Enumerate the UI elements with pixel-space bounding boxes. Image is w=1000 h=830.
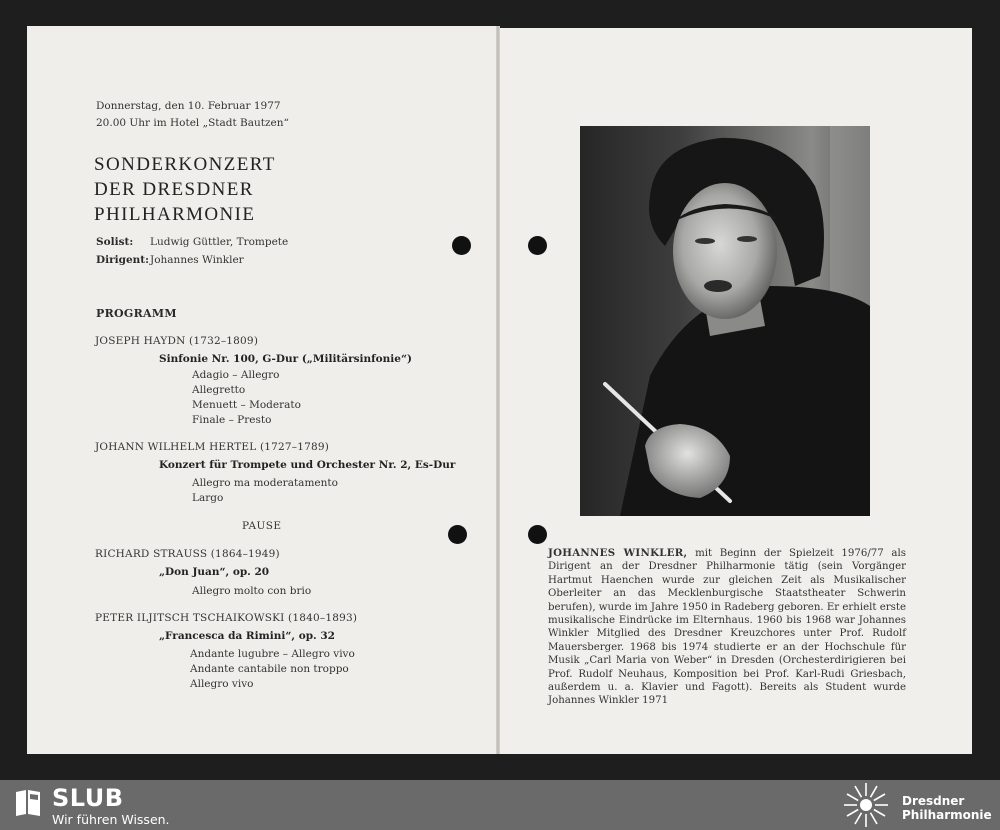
- punch-hole: [528, 236, 547, 255]
- footer-bar: [0, 780, 1000, 830]
- work-title: Konzert für Trompete und Orchester Nr. 2, Es-Dur: [159, 459, 456, 471]
- conductor-portrait-photo: [580, 126, 870, 516]
- movement: Allegro vivo: [190, 678, 254, 690]
- punch-hole: [528, 525, 547, 544]
- dresdner-philharmonie-sun-icon: [838, 780, 894, 830]
- concert-time-venue: 20.00 Uhr im Hotel „Stadt Bautzen“: [96, 117, 289, 129]
- composer-name: JOSEPH HAYDN (1732–1809): [95, 335, 259, 347]
- page-title-line-1: SONDERKONZERT: [94, 154, 276, 175]
- movement: Menuett – Moderato: [192, 399, 301, 411]
- dresdner-philharmonie-name[interactable]: [902, 794, 992, 822]
- slub-tagline: Wir führen Wissen.: [52, 812, 170, 827]
- punch-hole: [448, 525, 467, 544]
- movement: Allegretto: [192, 384, 246, 396]
- page-fold: [496, 26, 500, 754]
- work-title: „Francesca da Rimini“, op. 32: [159, 630, 335, 642]
- punch-hole: [452, 236, 471, 255]
- biography-text: mit Beginn der Spielzeit 1976/77 als Dirigent an der Dresdner Philharmonie tätig (sein Vorgänger Hartmut Haenchen wurde zur gleichen Zeit als Musikalischer Oberleiter an das Mecklenburgische Staatstheater Schwerin berufen), wurde im Jahre 1950 in Radeberg geboren. Er erhielt erste musikalische Eindrücke im Elternhaus. 1960 bis 1968 war Johannes Winkler Mitglied des Dresdner Kreuzchores unter Prof. Rudolf Mauersberger. 1968 bis 1974 studierte er an der Hochschule für Musik „Carl Maria von Weber“ in Dresden (Orchesterdirigieren bei Prof. Rudolf Neuhaus, Komposition bei Prof. Karl-Rudi Griesbach, außerdem u. a. Klavier und Fagott). Bereits als Student wurde Johannes Winkler 1971: [548, 548, 906, 707]
- composer-name: RICHARD STRAUSS (1864–1949): [95, 548, 280, 560]
- program-heading: PROGRAMM: [96, 307, 177, 320]
- conductor-label: Dirigent:: [96, 254, 149, 266]
- partner-name-line-2: Philharmonie: [902, 808, 992, 822]
- work-title: „Don Juan“, op. 20: [159, 566, 270, 578]
- soloist-label: Solist:: [96, 236, 134, 248]
- left-page: [27, 26, 497, 754]
- movement: Allegro ma moderatamento: [192, 477, 338, 489]
- movement: Andante lugubre – Allegro vivo: [190, 648, 355, 660]
- slub-book-icon: [12, 786, 44, 818]
- soloist-value: Ludwig Güttler, Trompete: [150, 236, 289, 248]
- conductor-value: Johannes Winkler: [150, 254, 244, 266]
- concert-date: Donnerstag, den 10. Februar 1977: [96, 100, 281, 112]
- movement: Largo: [192, 492, 224, 504]
- partner-name-line-1: Dresdner: [902, 794, 965, 808]
- page-title-line-3: PHILHARMONIE: [94, 204, 256, 225]
- slub-brand-name[interactable]: SLUB: [52, 784, 124, 812]
- page-title-line-2: DER DRESDNER: [94, 179, 254, 200]
- biography-name: JOHANNES WINKLER,: [548, 547, 688, 559]
- movement: Allegro molto con brio: [192, 585, 312, 597]
- movement: Adagio – Allegro: [192, 369, 280, 381]
- work-title: Sinfonie Nr. 100, G-Dur („Militärsinfonie“): [159, 353, 412, 365]
- movement: Andante cantabile non troppo: [190, 663, 349, 675]
- composer-name: PETER ILJITSCH TSCHAIKOWSKI (1840–1893): [95, 612, 358, 624]
- pause-label: PAUSE: [242, 520, 282, 532]
- composer-name: JOHANN WILHELM HERTEL (1727–1789): [95, 441, 330, 453]
- conductor-biography: [548, 547, 906, 708]
- movement: Finale – Presto: [192, 414, 272, 426]
